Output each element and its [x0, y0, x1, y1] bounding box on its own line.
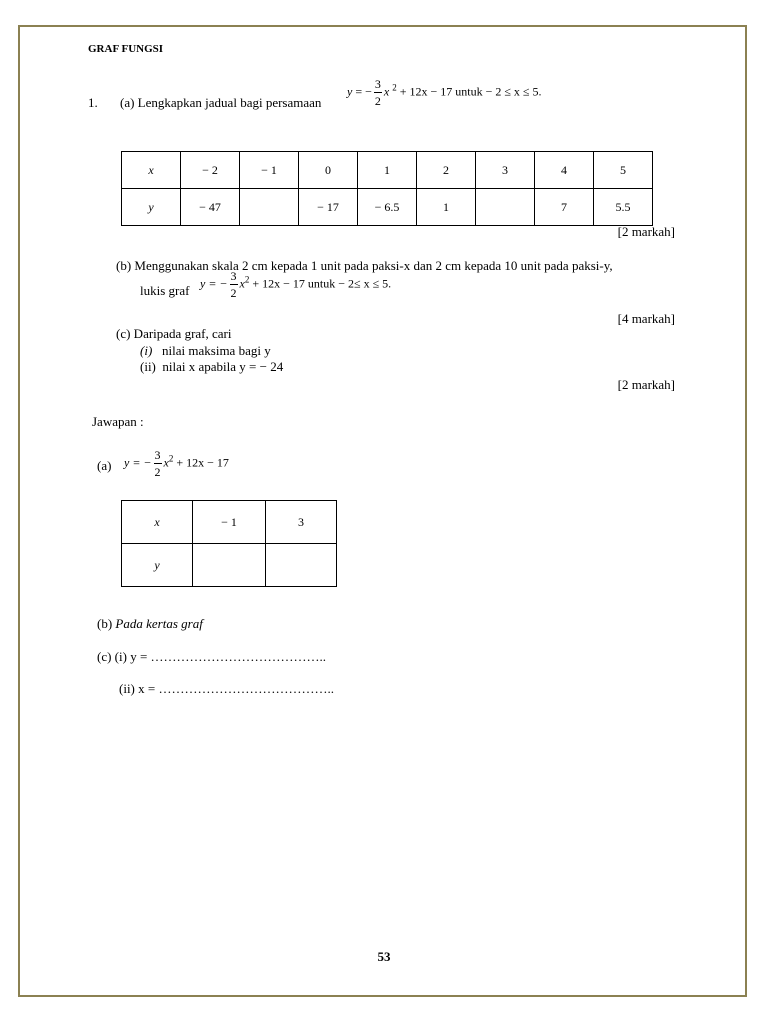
ans-eq-x: x [163, 455, 169, 470]
answer-input-cell[interactable] [266, 544, 337, 587]
answer-table [121, 500, 337, 587]
eq-rest: + 12x − 17 untuk − 2 ≤ x ≤ 5. [396, 84, 542, 99]
table-header-x [122, 152, 181, 189]
c-i-label: (i) [140, 343, 153, 358]
ans-eq-denominator: 2 [154, 465, 161, 479]
answer-cell: 3 [266, 501, 337, 544]
y-label: y [148, 199, 154, 214]
answer-a-label: (a) [97, 458, 112, 473]
eq-b-start: y = − [200, 276, 228, 291]
values-table [121, 151, 653, 226]
question-c-line: (c) Daripada graf, cari [116, 326, 232, 341]
question-b-line1: (b) Menggunakan skala 2 cm kepada 1 unit pada paksi-x dan 2 cm kepada 10 unit pada paksi-y, [116, 258, 613, 273]
eq-x: x [383, 84, 390, 99]
eq-equals: = − [352, 84, 372, 99]
ans-eq-numerator: 3 [154, 448, 161, 462]
answer-row-y [122, 544, 337, 587]
answer-y-label: y [154, 557, 160, 572]
table-cell: 7 [535, 189, 594, 226]
table-cell: − 6.5 [358, 189, 417, 226]
marks-a: [2 markah] [617, 224, 675, 239]
table-cell: 0 [299, 152, 358, 189]
ans-eq-fraction [154, 449, 162, 478]
eq-b-rest: + 12x − 17 untuk − 2≤ x ≤ 5. [249, 276, 392, 291]
eq-y: y [347, 84, 353, 99]
answer-c-i[interactable]: (c) (i) y = ………………………………….. [97, 649, 327, 664]
c-ii-label: (ii) [140, 359, 156, 374]
answer-x-label: x [154, 514, 160, 529]
answer-equation [124, 449, 229, 478]
ans-eq-start: y = − [124, 455, 152, 470]
answer-b [97, 616, 203, 632]
table-cell: 4 [535, 152, 594, 189]
question-c-ii [140, 359, 283, 375]
eq-b-denominator: 2 [230, 286, 237, 300]
page-number: 53 [377, 949, 391, 964]
x-label: x [148, 162, 154, 177]
answer-b-label: (b) [97, 616, 113, 631]
question-b-line2: lukis graf [140, 283, 190, 298]
eq-b-fraction [230, 270, 238, 299]
table-cell: 1 [358, 152, 417, 189]
question-a-text: (a) Lengkapkan jadual bagi persamaan [120, 95, 322, 110]
answer-header-x [122, 501, 193, 544]
answer-row-x [122, 501, 337, 544]
c-i-text: nilai maksima bagi y [162, 343, 271, 358]
table-cell: 1 [417, 189, 476, 226]
answer-cell: − 1 [193, 501, 266, 544]
eq-b-exponent: 2 [244, 274, 250, 285]
eq-fraction [374, 78, 382, 107]
table-row-y [122, 189, 653, 226]
answer-heading: Jawapan : [92, 414, 144, 429]
eq-b-x: x [239, 276, 245, 291]
answer-b-text: Pada kertas graf [115, 616, 203, 631]
table-cell: − 2 [181, 152, 240, 189]
question-c-i [140, 343, 271, 359]
eq-numerator: 3 [374, 77, 381, 91]
equation-b [200, 270, 391, 299]
table-cell: 3 [476, 152, 535, 189]
eq-denominator: 2 [374, 94, 381, 108]
answer-input-cell[interactable] [193, 544, 266, 587]
ans-eq-rest: + 12x − 17 [173, 455, 229, 470]
table-cell: 5 [594, 152, 653, 189]
question-number: 1. [88, 95, 98, 110]
ans-eq-exponent: 2 [168, 453, 174, 464]
page-title: GRAF FUNGSI [88, 43, 164, 55]
table-cell: 2 [417, 152, 476, 189]
marks-b: [4 markah] [617, 311, 675, 326]
table-header-y [122, 189, 181, 226]
equation-main [347, 78, 542, 107]
table-row-x [122, 152, 653, 189]
eq-b-numerator: 3 [230, 269, 237, 283]
marks-c: [2 markah] [617, 377, 675, 392]
table-cell [476, 189, 535, 226]
eq-exponent: 2 [392, 82, 397, 93]
answer-c-ii[interactable]: (ii) x = ………………………………….. [119, 681, 334, 696]
table-cell: − 47 [181, 189, 240, 226]
table-cell: − 17 [299, 189, 358, 226]
answer-header-y [122, 544, 193, 587]
table-cell [240, 189, 299, 226]
c-ii-text: nilai x apabila y = − 24 [162, 359, 284, 374]
table-cell: − 1 [240, 152, 299, 189]
table-cell: 5.5 [594, 189, 653, 226]
